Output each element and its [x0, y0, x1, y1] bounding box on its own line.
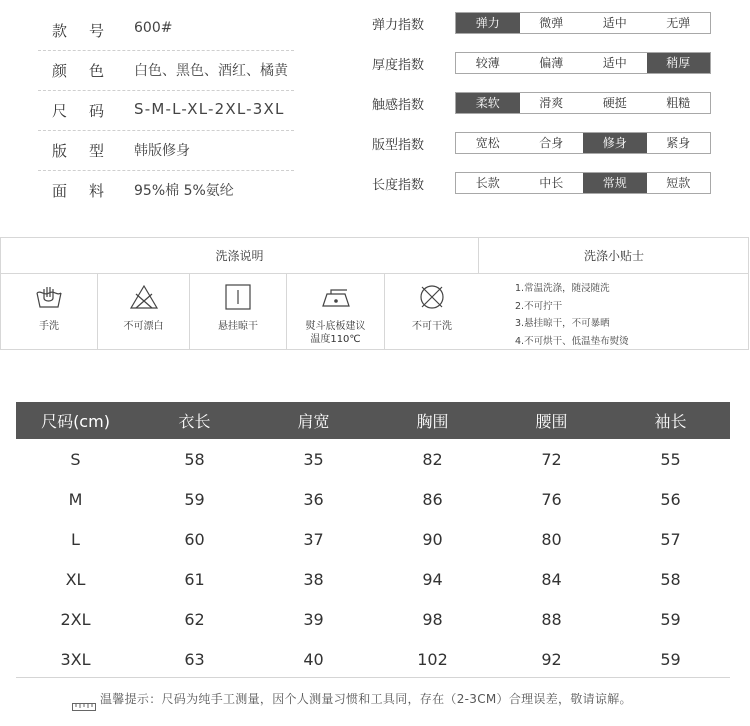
- scale-option: 滑爽: [539, 96, 564, 110]
- scale-option: 柔软: [456, 93, 520, 113]
- attr-value: 600#: [134, 20, 173, 36]
- table-cell: 57: [660, 529, 681, 549]
- scale-option: 无弹: [666, 16, 691, 30]
- table-cell: 35: [303, 449, 324, 469]
- ruler-icon: [72, 696, 96, 715]
- wash-caption: 熨斗底板建议 温度110℃: [305, 321, 366, 345]
- wash-tips-list: [515, 280, 629, 350]
- table-cell: 82: [422, 449, 443, 469]
- table-row: [16, 599, 730, 639]
- wash-caption: 不可漂白: [123, 321, 164, 332]
- table-cell: 59: [660, 649, 681, 669]
- attr-label: 面料: [52, 182, 127, 200]
- attr-value: 韩版修身: [134, 143, 190, 159]
- table-cell: 38: [303, 569, 324, 589]
- scale-option: 粗糙: [666, 96, 691, 110]
- table-cell: 55: [660, 449, 681, 469]
- table-row: [16, 559, 730, 599]
- scale-option: 长款: [475, 176, 500, 190]
- wash-instructions-title: 洗涤说明: [1, 238, 479, 274]
- scale-label: 触感指数: [372, 98, 425, 113]
- scale-label: 厚度指数: [372, 58, 425, 73]
- scale-label: 弹力指数: [372, 18, 425, 33]
- header-cell: 尺码(cm): [16, 402, 135, 439]
- table-cell: 72: [541, 449, 562, 469]
- table-cell: L: [71, 529, 80, 549]
- scale-option: 合身: [539, 136, 564, 150]
- table-cell: 76: [541, 489, 562, 509]
- wash-item-iron: [287, 274, 385, 350]
- wash-item-no-bleach: [98, 274, 190, 350]
- scale-options: [455, 92, 711, 114]
- hang-dry-icon: [223, 282, 253, 316]
- wash-item-hand-wash: [1, 274, 98, 350]
- table-cell: 2XL: [60, 609, 91, 629]
- table-row: [16, 639, 730, 679]
- table-cell: 59: [184, 489, 205, 509]
- table-cell: 62: [184, 609, 205, 629]
- table-cell: 94: [422, 569, 443, 589]
- table-cell: 92: [541, 649, 562, 669]
- measurement-note: 温馨提示：尺码为纯手工测量，因个人测量习惯和工具同，存在（2-3CM）合理误差，敬请谅解。: [100, 692, 632, 706]
- scale-option: 稍厚: [647, 53, 711, 73]
- scale-option: 较薄: [475, 56, 500, 70]
- attr-row-style-number: [38, 10, 294, 51]
- scale-option: 微弹: [539, 16, 564, 30]
- table-row: [16, 439, 730, 479]
- scale-option: 适中: [602, 56, 627, 70]
- table-cell: 63: [184, 649, 205, 669]
- scale-option: 偏薄: [539, 56, 564, 70]
- table-cell: 90: [422, 529, 443, 549]
- size-table: [16, 402, 730, 679]
- table-row: [16, 479, 730, 519]
- table-cell: M: [68, 489, 83, 509]
- attr-value: 95%棉 5%氨纶: [134, 183, 234, 199]
- wash-tip: 4.不可烘干、低温垫布熨烫: [515, 335, 629, 347]
- table-cell: XL: [65, 569, 86, 589]
- table-cell: 80: [541, 529, 562, 549]
- wash-caption: 悬挂晾干: [218, 321, 258, 332]
- scale-options: [455, 132, 711, 154]
- wash-tip: 1.常温洗涤，随浸随洗: [515, 283, 610, 294]
- table-cell: 3XL: [60, 649, 91, 669]
- header-cell: 衣长: [135, 402, 254, 439]
- attr-value: S-M-L-XL-2XL-3XL: [134, 100, 285, 118]
- scale-option: 弹力: [456, 13, 520, 33]
- scale-option: 宽松: [475, 136, 500, 150]
- scale-option: 中长: [539, 176, 564, 190]
- table-cell: 58: [184, 449, 205, 469]
- wash-item-no-dry-clean: [385, 274, 479, 350]
- wash-caption: 手洗: [39, 321, 59, 332]
- scale-option: 短款: [666, 176, 691, 190]
- wash-tips-title: 洗涤小贴士: [479, 238, 749, 274]
- attr-label: 版型: [52, 142, 127, 160]
- table-cell: 86: [422, 489, 443, 509]
- wash-item-hang-dry: [190, 274, 287, 350]
- wash-section: [0, 237, 749, 350]
- scale-options: [455, 172, 711, 194]
- attr-row-fabric: [38, 170, 294, 210]
- no-dry-clean-icon: [416, 282, 448, 316]
- scale-option: 适中: [602, 16, 627, 30]
- header-cell: 肩宽: [254, 402, 373, 439]
- scale-option: 紧身: [666, 136, 691, 150]
- table-cell: 37: [303, 529, 324, 549]
- no-bleach-icon: [128, 282, 160, 316]
- table-cell: 98: [422, 609, 443, 629]
- header-cell: 袖长: [611, 402, 730, 439]
- scale-option: 常规: [583, 173, 647, 193]
- scale-option: 修身: [583, 133, 647, 153]
- attr-row-color: [38, 50, 294, 91]
- iron-icon: [319, 282, 353, 316]
- size-table-header: [16, 402, 730, 439]
- attr-row-fit: [38, 130, 294, 171]
- table-row: [16, 519, 730, 559]
- scale-label: 长度指数: [372, 178, 425, 193]
- table-cell: 102: [417, 649, 448, 669]
- scale-label: 版型指数: [372, 138, 425, 153]
- table-cell: 88: [541, 609, 562, 629]
- table-cell: 59: [660, 609, 681, 629]
- scale-options: [455, 52, 711, 74]
- table-cell: 36: [303, 489, 324, 509]
- table-cell: S: [70, 449, 81, 469]
- attr-label: 尺码: [52, 102, 127, 120]
- attr-label: 颜色: [52, 62, 127, 80]
- table-cell: 58: [660, 569, 681, 589]
- attr-label: 款号: [52, 22, 127, 40]
- table-cell: 84: [541, 569, 562, 589]
- table-cell: 61: [184, 569, 205, 589]
- table-cell: 56: [660, 489, 681, 509]
- hand-wash-icon: [34, 282, 64, 316]
- wash-tip: 2.不可拧干: [515, 300, 563, 312]
- table-cell: 60: [184, 529, 205, 549]
- table-cell: 40: [303, 649, 324, 669]
- attr-value: 白色、黑色、酒红、橘黄: [134, 63, 288, 79]
- header-cell: 胸围: [373, 402, 492, 439]
- wash-caption: 不可干洗: [412, 321, 452, 332]
- wash-tip: 3.悬挂晾干，不可暴晒: [515, 318, 610, 329]
- table-cell: 39: [303, 609, 324, 629]
- scale-option: 硬挺: [602, 96, 627, 110]
- scale-options: [455, 12, 711, 34]
- attr-row-size: [38, 90, 294, 131]
- header-cell: 腰围: [492, 402, 611, 439]
